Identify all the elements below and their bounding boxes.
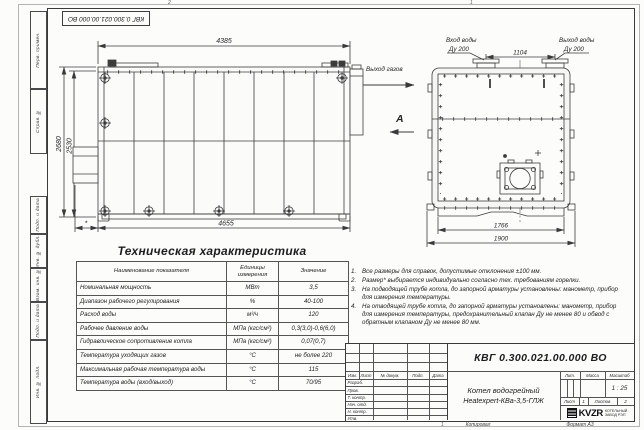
- kvzr-logo-caption: КОТЕЛЬНЫЙ ЗАВОД РЭП: [604, 408, 628, 417]
- boiler-end-view-drawing: [413, 26, 641, 274]
- tb-col-dokum: № докум.: [380, 372, 400, 378]
- divider: [567, 379, 568, 397]
- dim-width-inner: 1766: [493, 222, 509, 230]
- spec-header-row: [77, 262, 349, 282]
- fold-mark: 2: [168, 0, 171, 6]
- divider: [346, 353, 447, 354]
- water-inlet-dn-label: Ду 200: [449, 46, 469, 53]
- frame-field-vzam-inv: Взам. инв. №: [30, 268, 47, 302]
- fold-mark: 1: [441, 422, 444, 428]
- tb-col-podp: Подп.: [412, 372, 424, 378]
- dim-nozzle-spacing: 1104: [513, 49, 527, 57]
- lifting-lug: [110, 63, 158, 67]
- tb-sheet-label: Лист: [563, 398, 576, 404]
- boiler-body-side: [98, 67, 350, 214]
- tb-mass-label: Масса: [586, 372, 599, 378]
- tb-col-izm: Изм.: [347, 372, 358, 378]
- tb-scale-label: Масштаб: [609, 372, 630, 378]
- tb-row-razrab: Разраб.: [347, 380, 364, 385]
- frame-field-perv-primen: Перв. примен.: [30, 11, 47, 89]
- boiler-side-view-drawing: [54, 28, 376, 258]
- tb-row-utv: Утв.: [347, 416, 358, 421]
- note-item: 1. Все размеры для справок, допустимые отклонения ±100 мм.: [351, 268, 542, 275]
- tb-lit-label: Лит.: [564, 372, 576, 378]
- spec-row: Диапазон рабочего регулирования % 40-100: [77, 295, 349, 309]
- format-label: Формат А3: [566, 422, 594, 428]
- spec-row: Гидравлическое сопротивление котла МПа (кгс/см²) 0,07(0,7): [77, 336, 349, 350]
- dim-height-outer: 2680: [56, 136, 63, 152]
- water-outlet-label: Выход воды: [559, 37, 595, 44]
- fold-mark: 1: [470, 0, 473, 6]
- top-stamp-box: [62, 11, 150, 26]
- frame-field-inv-dubl: Инв. № дубл.: [30, 234, 47, 268]
- tb-sheet-value: 1: [582, 398, 585, 404]
- divider: [346, 362, 447, 363]
- kvzr-logo-text: KVZR: [578, 407, 603, 419]
- technical-notes: [350, 268, 618, 328]
- burner-mounting-flange: [497, 160, 543, 194]
- spec-row: Температура воды (вход/выход) °С 70/95: [77, 377, 349, 391]
- top-stamp-number: КВГ 0.300.021.00.000 ВО: [67, 15, 145, 22]
- note-item: 4. На отводящей трубе котла, до запорной арматуры установлены: манометр, прибор для измерения температуры, предохранительный клапан Ду не менее 80 и обвод с обратным клапаном Ду не менее 80 мм.: [351, 303, 617, 326]
- dim-width-outer: 1900: [493, 235, 509, 243]
- water-outlet-dn-label: Ду 200: [564, 46, 584, 53]
- spec-section: [76, 244, 348, 391]
- dim-star: *: [84, 220, 88, 228]
- frame-field-sprav-no: Справ. №: [30, 89, 47, 154]
- kvzr-logo-icon: [567, 408, 577, 418]
- tb-row-tkontr: Т. контр.: [347, 395, 367, 400]
- tb-col-list: Лист: [360, 372, 372, 378]
- spec-row: Рабочее давление воды МПа (кгс/см²) 0,3(3,0)-0,6(6,0): [77, 322, 349, 336]
- divider: [573, 379, 574, 397]
- dim-length-top: 4385: [216, 38, 232, 45]
- burner-duct: [73, 147, 98, 183]
- frame-field-podp-data-2: Подп. и дата: [30, 302, 47, 340]
- document-number: КВГ 0.300.021.00.000 ВО: [474, 351, 607, 364]
- frame-field-inv-podl: Инв. № подл.: [30, 340, 47, 424]
- note-item: 2. Размер* выбирается индивидуально согласно тех. требованиям горелки.: [351, 277, 581, 285]
- note-item: 3. На подводящей трубе котла, до запорной арматуры установлены: манометр, прибор для измерения температуры.: [351, 286, 619, 302]
- tb-row-nachotd: Нач. отд.: [347, 402, 367, 407]
- view-direction-label: А: [396, 113, 404, 125]
- copied-by-label: Копировал: [465, 422, 491, 428]
- tb-scale-value: 1 : 25: [611, 384, 628, 392]
- tb-sheets-label: Листов: [594, 398, 611, 404]
- gas-outlet-label: Выход газов: [366, 66, 403, 73]
- divider: [407, 344, 408, 420]
- frame-field-podp-data-1: Подп. и дата: [30, 196, 47, 234]
- dim-length-bottom: 4655: [218, 220, 234, 228]
- water-inlet-nozzle: [473, 59, 499, 68]
- tb-col-data: Дата: [432, 372, 444, 378]
- divider: [429, 344, 430, 420]
- spec-row: Температура уходящих газов °С не более 220: [77, 349, 349, 363]
- kvzr-logo: [560, 405, 634, 421]
- water-outlet-nozzle: [542, 59, 568, 68]
- spec-col-units: Единицы измерения: [227, 262, 279, 282]
- spec-col-value: Значение: [279, 262, 349, 282]
- spec-row: Номинальная мощность МВт 3,5: [77, 282, 349, 296]
- tb-row-nkontr: Н. контр.: [347, 409, 367, 414]
- divider: [373, 344, 374, 420]
- title-block: [345, 343, 635, 422]
- tb-row-prov: Пров.: [347, 387, 359, 393]
- spec-col-name: Наименование показателя: [77, 262, 227, 282]
- tb-sheets-value: 2: [624, 398, 627, 404]
- spec-title: Техническая характеристика: [117, 244, 307, 258]
- product-name: Котел водогрейный Heatexpert-КВа-3,5-ГЛЖ: [463, 386, 544, 406]
- water-inlet-label: Вход воды: [446, 37, 477, 44]
- dim-height-inner: 2530: [66, 138, 74, 154]
- spec-row: Максимальная рабочая температура воды °С 115: [77, 363, 349, 377]
- spec-table: [76, 261, 349, 391]
- spec-row: Расход воды м³/ч 120: [77, 309, 349, 323]
